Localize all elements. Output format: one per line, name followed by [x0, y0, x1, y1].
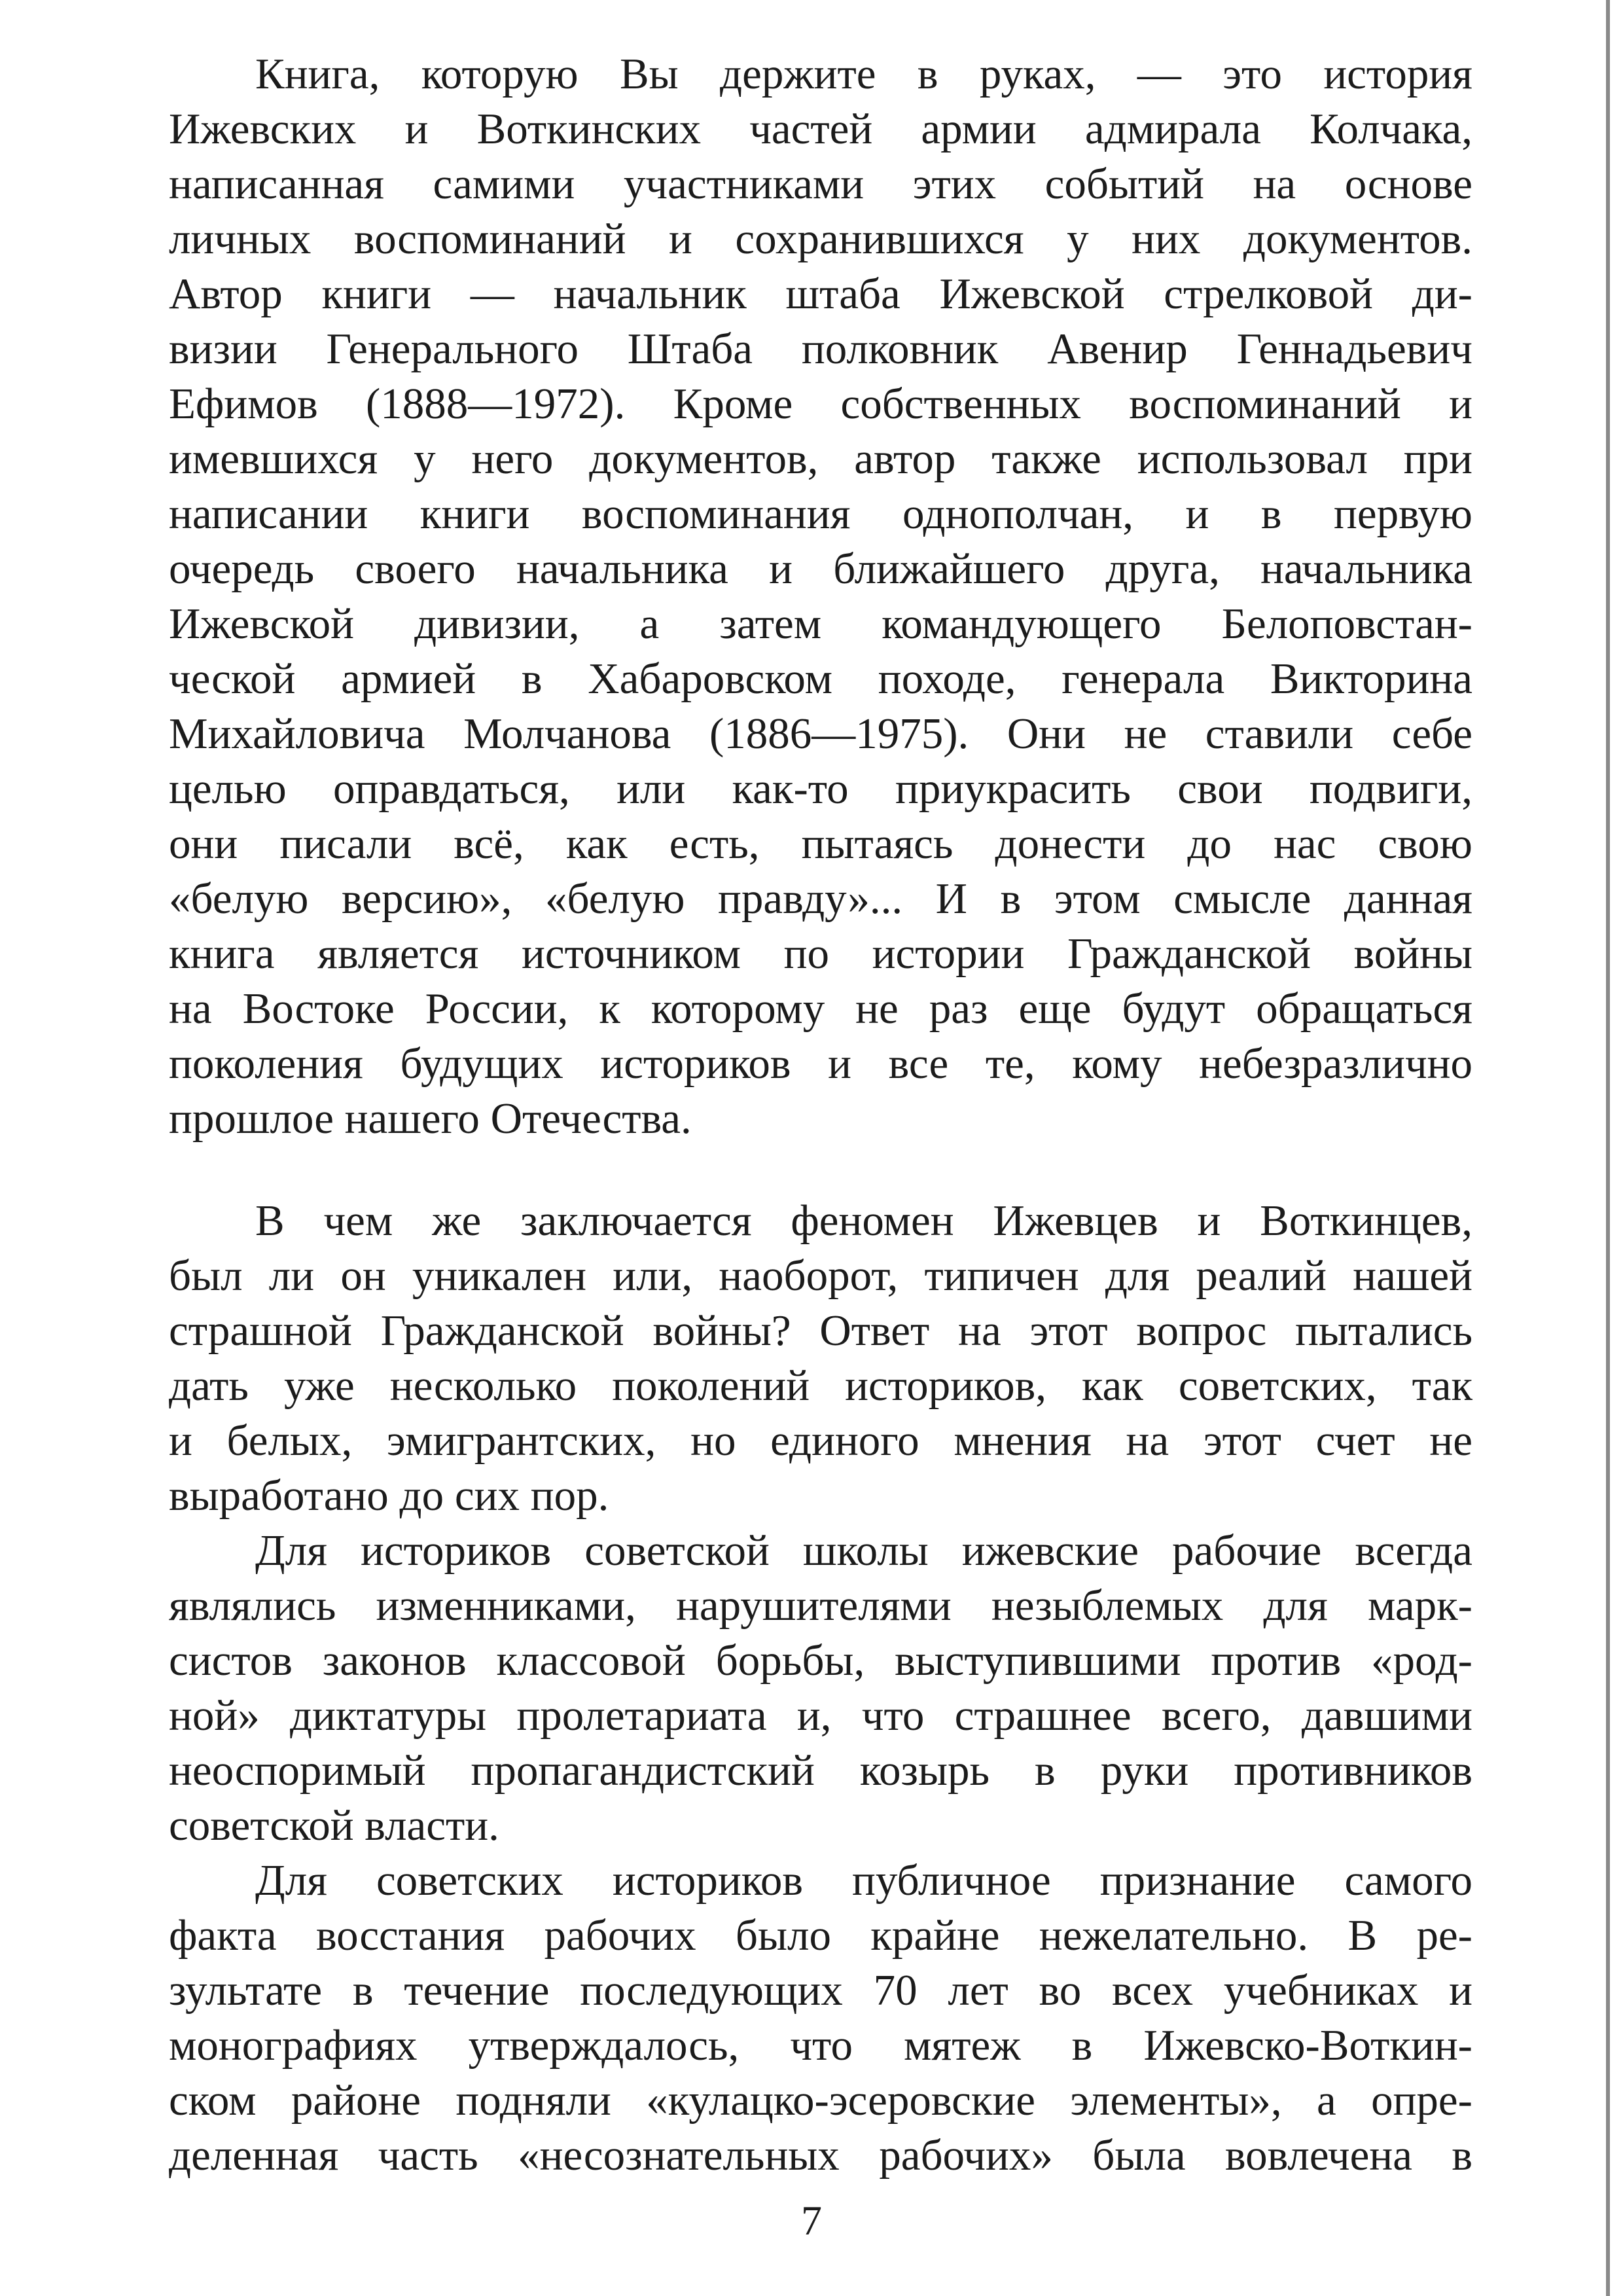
- text-line: факта восстания рабочих было крайне нежелательно. В ре-: [169, 1911, 1472, 1960]
- text-line: Ижевских и Воткинских частей армии адмирала Колчака,: [169, 105, 1472, 153]
- text-line: написании книги воспоминания однополчан, и в первую: [169, 490, 1472, 538]
- text-line: целью оправдаться, или как-то приукрасить свои подвиги,: [169, 764, 1472, 813]
- text-line: книга является источником по истории Гражданской войны: [169, 929, 1472, 978]
- text-line: на Востоке России, к которому не раз еще будут обращаться: [169, 984, 1472, 1033]
- text-line: ском районе подняли «кулацко-эсеровские элементы», а опре-: [169, 2076, 1472, 2125]
- text-line: ческой армией в Хабаровском походе, генерала Викторина: [169, 655, 1472, 703]
- page-number: 7: [801, 2197, 822, 2244]
- text-line: советской власти.: [169, 1801, 499, 1850]
- text-line: систов законов классовой борьбы, выступившими против «род-: [169, 1636, 1472, 1685]
- text-line: выработано до сих пор.: [169, 1471, 609, 1520]
- text-line: Книга, которую Вы держите в руках, — это история: [255, 50, 1472, 98]
- text-line: являлись изменниками, нарушителями незыблемых для марк-: [169, 1581, 1472, 1630]
- text-line: страшной Гражданской войны? Ответ на этот вопрос пытались: [169, 1306, 1472, 1355]
- text-line: Ижевской дивизии, а затем командующего Белоповстан-: [169, 600, 1472, 648]
- text-line: очередь своего начальника и ближайшего друга, начальника: [169, 545, 1472, 593]
- text-line: поколения будущих историков и все те, кому небезразлично: [169, 1039, 1472, 1088]
- text-line: Для советских историков публичное признание самого: [255, 1856, 1472, 1905]
- text-line: был ли он уникален или, наоборот, типичен для реалий нашей: [169, 1251, 1472, 1300]
- text-line: и белых, эмигрантских, но единого мнения на этот счет не: [169, 1416, 1472, 1465]
- text-line: визии Генерального Штаба полковник Авенир Геннадьевич: [169, 325, 1472, 373]
- text-line: Ефимов (1888—1972). Кроме собственных воспоминаний и: [169, 380, 1472, 428]
- text-line: Для историков советской школы ижевские рабочие всегда: [255, 1526, 1472, 1575]
- text-line: монографиях утверждалось, что мятеж в Ижевско-Воткин-: [169, 2021, 1472, 2070]
- text-line: прошлое нашего Отечества.: [169, 1094, 692, 1143]
- text-line: ной» диктатуры пролетариата и, что страшнее всего, давшими: [169, 1691, 1472, 1740]
- page-edge-rule: [1606, 0, 1610, 2296]
- text-line: написанная самими участниками этих событий на основе: [169, 160, 1472, 208]
- text-line: дать уже несколько поколений историков, как советских, так: [169, 1361, 1472, 1410]
- text-line: Михайловича Молчанова (1886—1975). Они не ставили себе: [169, 709, 1472, 758]
- text-line: зультате в течение последующих 70 лет во всех учебниках и: [169, 1966, 1472, 2015]
- text-line: «белую версию», «белую правду»... И в этом смысле данная: [169, 874, 1472, 923]
- text-line: В чем же заключается феномен Ижевцев и Воткинцев,: [255, 1196, 1472, 1245]
- text-line: они писали всё, как есть, пытаясь донести до нас свою: [169, 819, 1472, 868]
- text-line: имевшихся у него документов, автор также использовал при: [169, 435, 1472, 483]
- text-line: Автор книги — начальник штаба Ижевской стрелковой ди-: [169, 270, 1472, 318]
- text-line: неоспоримый пропагандистский козырь в руки противников: [169, 1746, 1472, 1795]
- text-line: личных воспоминаний и сохранившихся у них документов.: [169, 215, 1472, 263]
- text-line: деленная часть «несознательных рабочих» была вовлечена в: [169, 2131, 1472, 2179]
